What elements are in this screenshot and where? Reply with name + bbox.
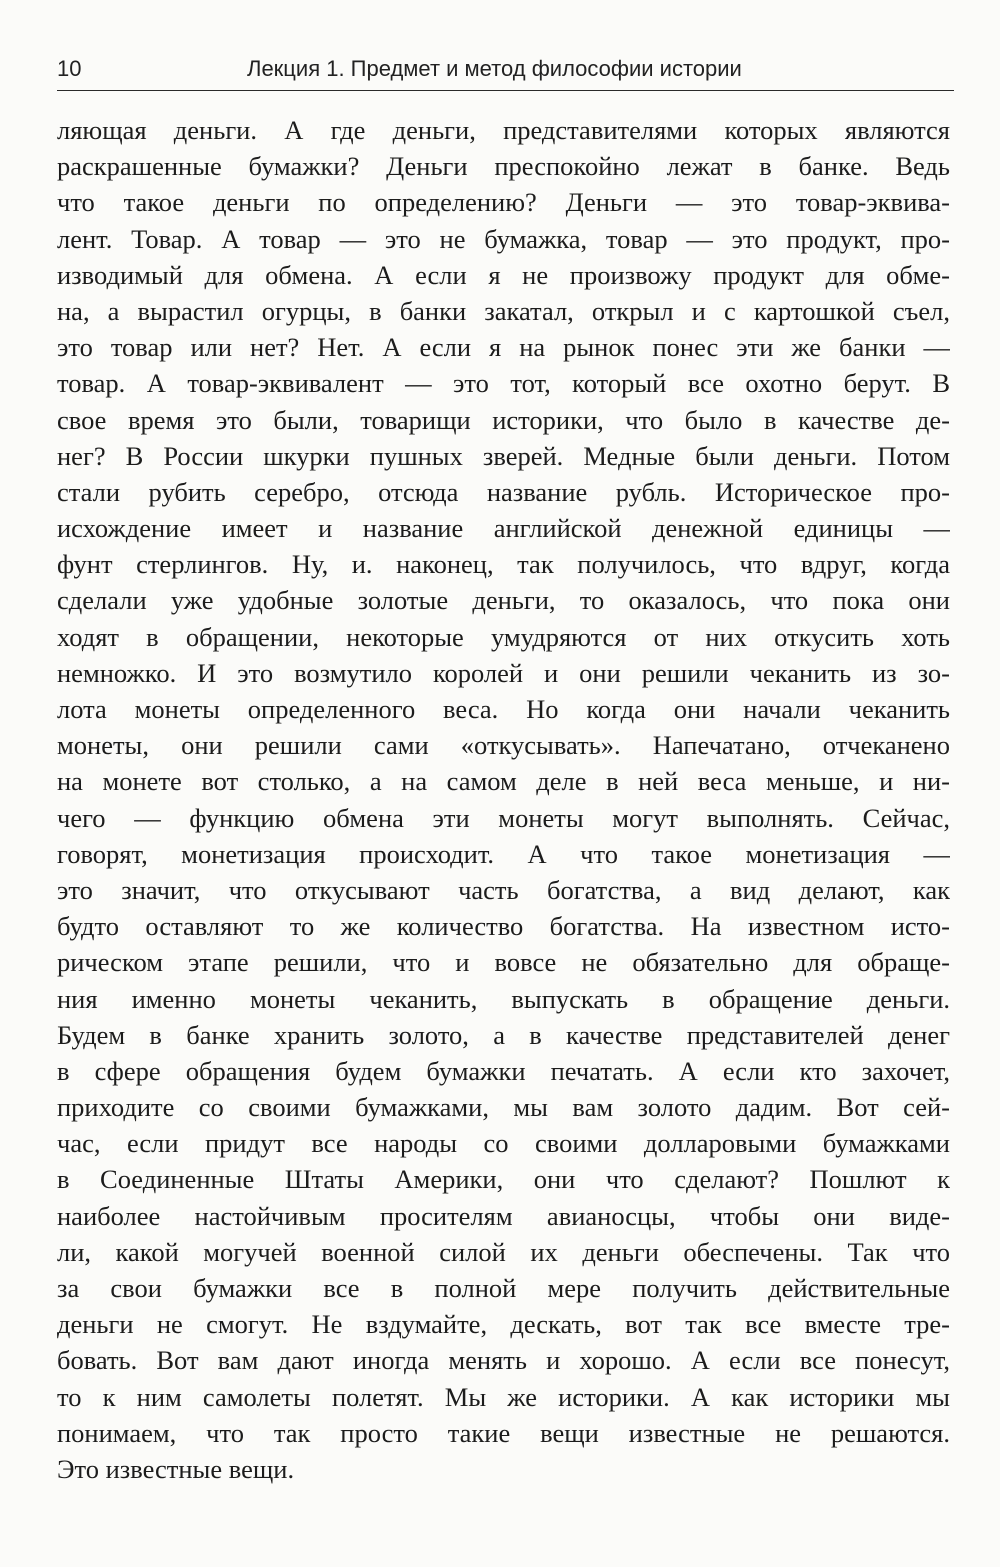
text-line: деньги не смогут. Не вздумайте, дескать, вот так все вместе тре- <box>57 1309 950 1340</box>
text-line: ляющая деньги. А где деньги, представителями которых являются <box>57 115 950 145</box>
text-line: раскрашенные бумажки? Деньги преспокойно лежат в банке. Ведь <box>57 151 950 182</box>
running-header <box>57 54 954 91</box>
body-text <box>57 112 950 1487</box>
text-line: чего — функцию обмена эти монеты могут выполнять. Сейчас, <box>57 802 950 833</box>
text-line: ли, какой могучей военной силой их деньги обеспечены. Так что <box>57 1236 950 1267</box>
text-line: что такое деньги по определению? Деньги — это товар-эквива- <box>57 187 950 218</box>
text-line: изводимый для обмена. А если я не произвожу продукт для обме- <box>57 259 950 290</box>
text-line: понимаем, что так просто такие вещи известные не решаются. <box>57 1417 950 1448</box>
text-line: это значит, что откусывают часть богатства, а вид делают, как <box>57 874 950 905</box>
text-line: приходите со своими бумажками, мы вам золото дадим. Вот сей- <box>57 1092 950 1123</box>
text-line: сделали уже удобные золотые деньги, то оказалось, что пока они <box>57 585 950 616</box>
text-line: немножко. И это возмутило королей и они решили чеканить из зо- <box>57 657 950 688</box>
text-line: ния именно монеты чеканить, выпускать в обращение деньги. <box>57 983 950 1014</box>
text-line: рическом этапе решили, что и вовсе не обязательно для обраще- <box>57 947 950 978</box>
text-line: нег? В России шкурки пушных зверей. Медные были деньги. Потом <box>57 440 950 471</box>
text-line: в сфере обращения будем бумажки печатать. А если кто захочет, <box>57 1055 950 1086</box>
text-line: лота монеты определенного веса. Но когда они начали чеканить <box>57 694 950 724</box>
text-line: то к ним самолеты полетят. Мы же историки. А как историки мы <box>57 1381 950 1412</box>
text-line: исхождение имеет и название английской денежной единицы — <box>57 513 950 544</box>
text-line: фунт стерлингов. Ну, и. наконец, так получилось, что вдруг, когда <box>57 549 950 580</box>
text-line: за свои бумажки все в полной мере получить действительные <box>57 1273 950 1303</box>
text-line: в Соединенные Штаты Америки, они что сделают? Пошлют к <box>57 1164 950 1195</box>
text-line: свое время это были, товарищи историки, что было в качестве де- <box>57 404 950 435</box>
text-line: будто оставляют то же количество богатства. На известном исто- <box>57 911 950 942</box>
text-line: наиболее настойчивым просителям авианосцы, чтобы они виде- <box>57 1200 950 1231</box>
text-line: товар. А товар-эквивалент — это тот, который все охотно берут. В <box>57 368 950 399</box>
text-line: ходят в обращении, некоторые умудряются от них откусить хоть <box>57 621 950 652</box>
text-line: час, если придут все народы со своими долларовыми бумажками <box>57 1128 950 1159</box>
text-line: лент. Товар. А товар — это не бумажка, товар — это продукт, про- <box>57 223 950 254</box>
text-line: говорят, монетизация происходит. А что такое монетизация — <box>57 838 950 869</box>
page-number: 10 <box>57 56 82 81</box>
text-line: Это известные вещи. <box>57 1453 295 1484</box>
text-line: на, а вырастил огурцы, в банки закатал, открыл и с картошкой съел, <box>57 295 950 326</box>
chapter-title: Лекция 1. Предмет и метод философии истории <box>247 56 742 81</box>
text-line: стали рубить серебро, отсюда название рубль. Историческое про- <box>57 476 950 507</box>
text-line: монеты, они решили сами «откусывать». Напечатано, отчеканено <box>57 730 950 761</box>
text-line: Будем в банке хранить золото, а в качестве представителей денег <box>57 1019 950 1050</box>
text-line: на монете вот столько, а на самом деле в ней веса меньше, и ни- <box>57 766 950 797</box>
text-line: бовать. Вот вам дают иногда менять и хорошо. А если все понесут, <box>57 1345 950 1376</box>
text-line: это товар или нет? Нет. А если я на рынок понес эти же банки — <box>57 332 950 363</box>
